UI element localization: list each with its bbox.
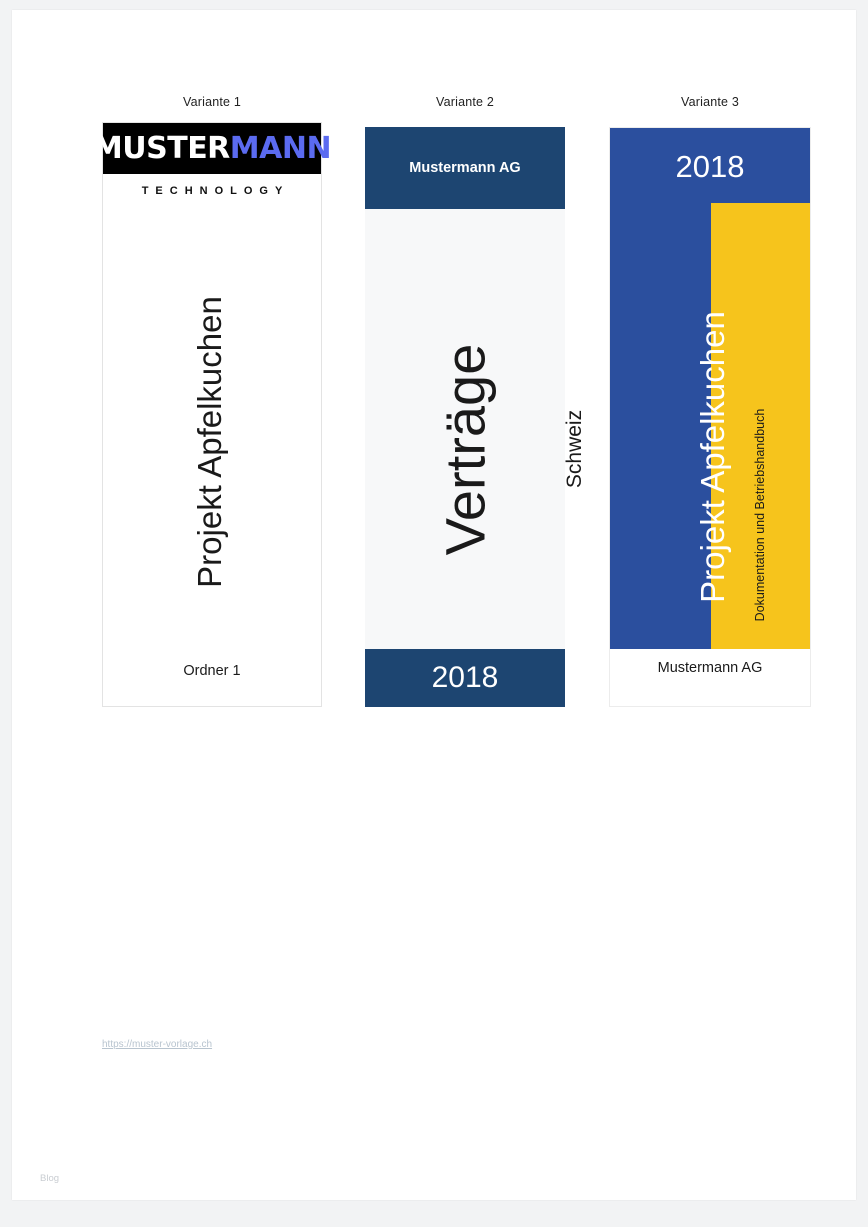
variant-3-blue-panel bbox=[610, 128, 810, 649]
variant-2-subtitle: Schweiz bbox=[563, 409, 586, 489]
variant-1-footer: Ordner 1 bbox=[183, 663, 241, 679]
variant-2-footer-band bbox=[365, 649, 565, 707]
logo-wordmark-part1: MUSTER bbox=[92, 130, 230, 166]
variant-2-title: Verträge bbox=[433, 343, 497, 556]
variant-3-footer: Mustermann AG bbox=[657, 660, 763, 676]
source-link[interactable]: https://muster-vorlage.ch bbox=[102, 1039, 213, 1050]
variant-2-label: Variante 2 bbox=[435, 95, 495, 109]
variant-1-label: Variante 1 bbox=[182, 95, 242, 109]
variant-3-year: 2018 bbox=[675, 149, 745, 184]
variant-3-subtitle: Dokumentation und Betriebshandbuch bbox=[753, 408, 767, 622]
variant-2-company: Mustermann AG bbox=[409, 160, 521, 176]
variant-3-spine bbox=[609, 127, 811, 707]
variant-1-title: Projekt Apfelkuchen bbox=[191, 296, 228, 588]
variant-2-header-band bbox=[365, 127, 565, 209]
logo-wordmark bbox=[92, 130, 332, 166]
logo-subtitle: TECHNOLOGY bbox=[141, 185, 290, 197]
document-page bbox=[12, 10, 856, 1200]
variant-2-spine bbox=[365, 127, 586, 707]
variant-2-year: 2018 bbox=[431, 661, 499, 694]
variant-1-spine bbox=[92, 122, 332, 707]
logo-wordmark-part2: MANN bbox=[229, 130, 332, 166]
variant-3-title: Projekt Apfelkuchen bbox=[694, 311, 731, 603]
mustermann-logo bbox=[92, 123, 332, 174]
variant-3-label: Variante 3 bbox=[680, 95, 740, 109]
corner-tag: Blog bbox=[40, 1173, 60, 1184]
